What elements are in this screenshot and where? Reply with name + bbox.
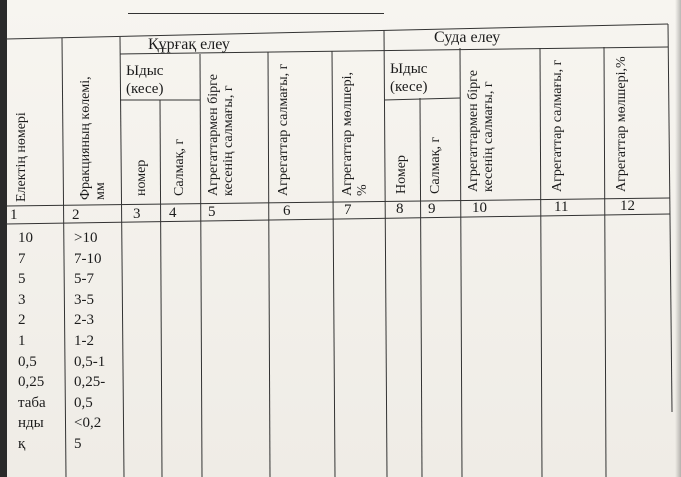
header-wet-number: Номер xyxy=(394,155,409,194)
column-number: 2 xyxy=(72,207,80,223)
fraction-value: >10 xyxy=(74,230,98,246)
header-dry-number: номер xyxy=(134,159,149,196)
column-number: 9 xyxy=(428,201,436,217)
sieve-number: нды xyxy=(18,415,44,432)
fraction-value: 5 xyxy=(74,435,82,452)
sieve-number-list xyxy=(18,228,46,455)
header-wet-agg-weight: Агрегаттар салмағы, г xyxy=(550,59,565,192)
column-number: 12 xyxy=(620,198,635,214)
header-dry-agg-weight: Агрегаттар салмағы, г xyxy=(276,63,291,196)
fraction-list xyxy=(74,228,105,455)
column-number: 6 xyxy=(283,203,291,219)
header-dry-sieving: Құрғақ елеу xyxy=(148,36,230,53)
sieve-number: 5 xyxy=(18,271,26,288)
header-dry-weight: Салмақ, г xyxy=(172,138,187,196)
header-wet-agg-cup: Агрегаттармен бірге кесенің салмағы, г xyxy=(466,70,496,192)
fraction-value: 1-2 xyxy=(74,332,94,349)
sieve-number: 10 xyxy=(18,230,33,246)
header-dry-agg-amount: Агрегаттар мөлшері, % xyxy=(340,71,370,196)
sieve-number: таба xyxy=(18,394,46,411)
sieve-number: 1 xyxy=(18,332,26,349)
column-number: 5 xyxy=(208,204,216,220)
sieve-number: 0,25 xyxy=(18,374,45,391)
fraction-value: 0,5 xyxy=(74,394,93,411)
fraction-value: <0,2 xyxy=(74,415,102,432)
header-wet-sieving: Суда елеу xyxy=(434,29,501,46)
fraction-value: 3-5 xyxy=(74,291,94,308)
sieve-number: 0,5 xyxy=(18,353,37,370)
sieve-number: қ xyxy=(18,435,26,452)
header-sieve-number: Електің нөмері xyxy=(14,112,29,202)
header-dish-dry: Ыдыс (кесе) xyxy=(126,63,164,97)
header-wet-agg-amount: Агрегаттар мөлшері,% xyxy=(614,56,629,192)
column-number: 10 xyxy=(472,200,487,216)
fraction-value: 2-3 xyxy=(74,312,94,329)
fraction-value: 5-7 xyxy=(74,271,94,288)
column-number: 3 xyxy=(133,206,141,222)
header-fraction-size: Фракцияның көлемі, мм xyxy=(78,76,108,200)
column-number: 4 xyxy=(169,205,177,221)
fraction-value: 0,25- xyxy=(74,374,106,391)
sieve-number: 7 xyxy=(18,250,26,267)
header-wet-weight: Салмақ, г xyxy=(428,136,443,194)
column-number: 1 xyxy=(10,207,18,223)
sieve-number: 3 xyxy=(18,291,26,308)
fraction-value: 7-10 xyxy=(74,250,102,267)
sieve-number: 2 xyxy=(18,312,26,329)
header-dish-wet: Ыдыс (кесе) xyxy=(390,61,428,95)
column-number: 11 xyxy=(554,199,569,215)
fraction-value: 0,5-1 xyxy=(74,353,106,370)
header-dry-agg-cup: Агрегаттармен бірге кесенің салмағы, г xyxy=(206,74,236,196)
column-number: 7 xyxy=(344,202,352,218)
column-number: 8 xyxy=(396,201,404,217)
